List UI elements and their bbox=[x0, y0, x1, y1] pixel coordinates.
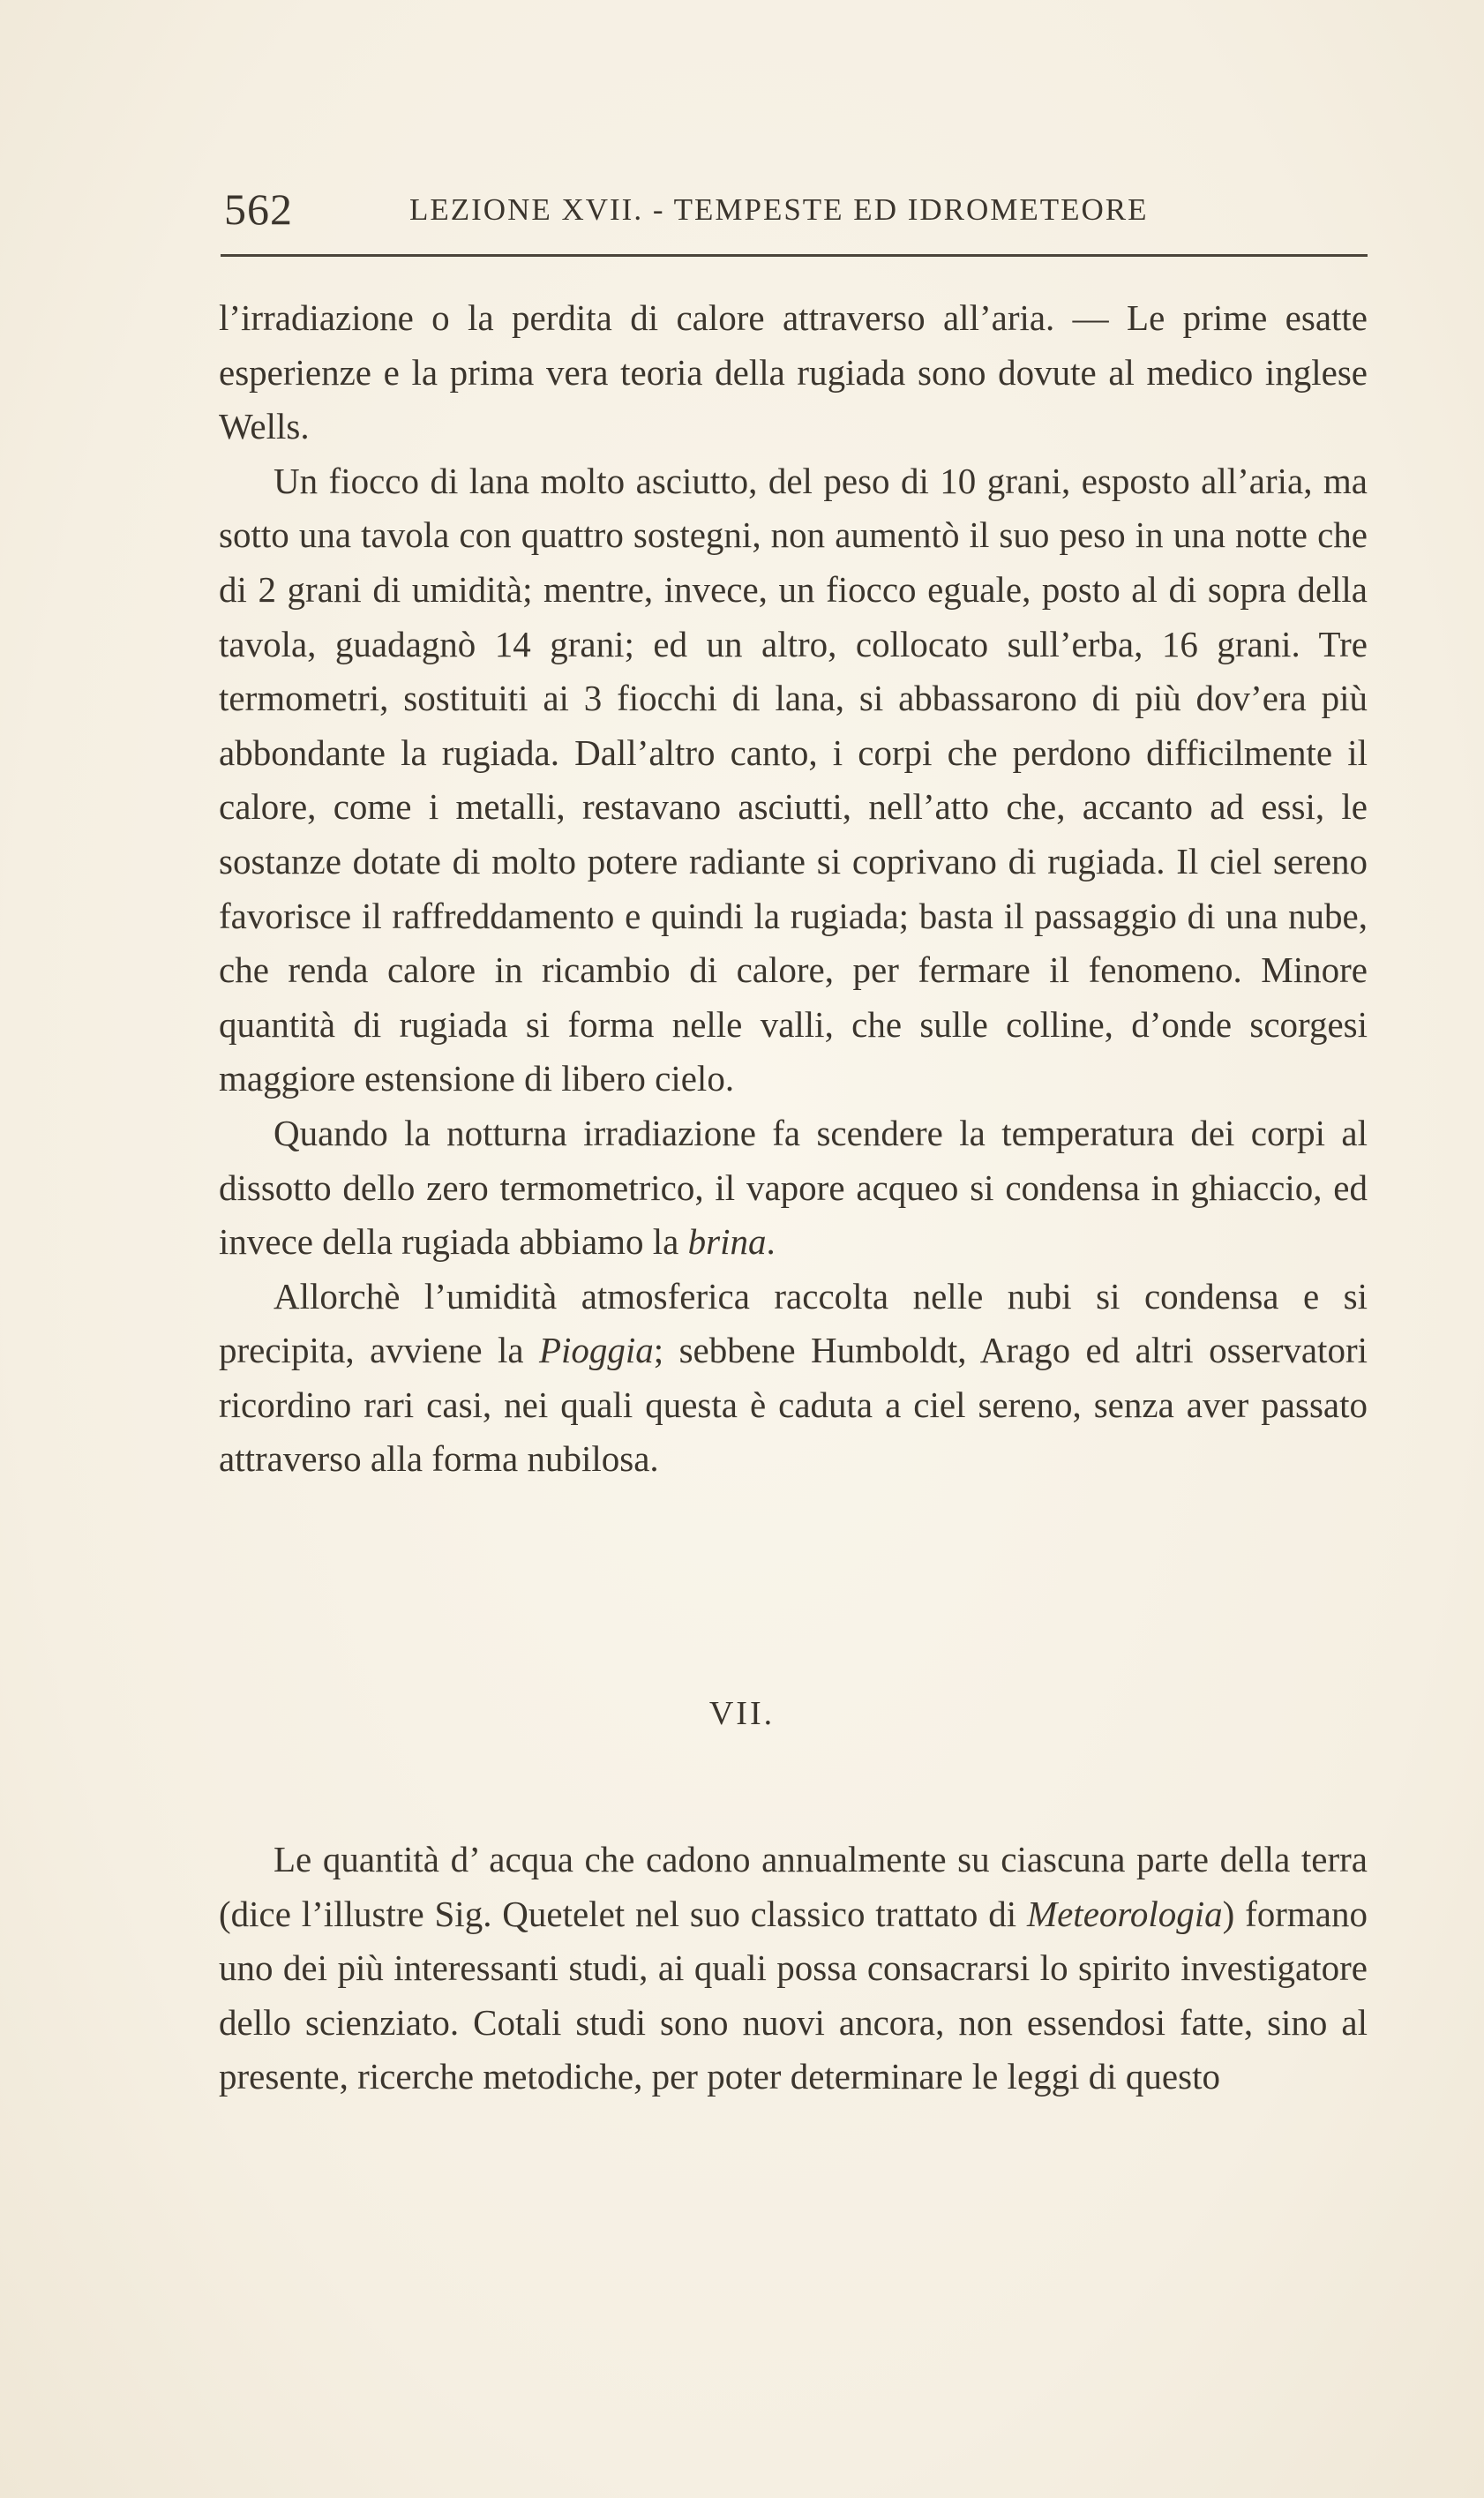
paragraph-2: Un fiocco di lana molto asciutto, del peso di 10 grani, esposto all’aria, ma sotto una tavola con quattro sostegni, non aumentò il suo peso in una notte che di 2 grani di umidità; mentre, invece, un fiocco eguale, posto al di sopra della tavola, guadagnò 14 grani; ed un altro, collocato sull’erba, 16 grani. Tre termometri, sostituiti ai 3 fiocchi di lana, si abbassarono di più dov’era più abbondante la rugiada. Dall’altro canto, i corpi che perdono difficilmente il calore, come i metalli, restavano asciutti, nell’atto che, accanto ad essi, le sostanze dotate di molto potere radiante si coprivano di rugiada. Il ciel sereno favorisce il raffreddamento e quindi la rugiada; basta il passaggio di una nube, che renda calore in ricambio di calore, per fermare il fenomeno. Minore quantità di rugiada si forma nelle valli, che sulle colline, d’onde scorgesi maggiore estensione di libero cielo. bbox=[219, 460, 1368, 1099]
page-number: 562 bbox=[224, 184, 293, 234]
paragraph-5-end: ) formano uno dei più interessanti studi, ai quali possa consacrarsi lo spirito investigatore dello scienziato. Cotali studi sono nuovi ancora, non essendosi fatte, sino al presente, ricerche metodiche, per poter determinare le leggi di questo bbox=[219, 1893, 1368, 2097]
paragraph-4 bbox=[219, 1270, 1368, 1487]
header-rule bbox=[221, 254, 1368, 257]
italic-term-brina: brina bbox=[687, 1221, 767, 1263]
section-text bbox=[219, 1833, 1368, 2104]
italic-term-pioggia: Pioggia bbox=[538, 1330, 654, 1371]
main-text bbox=[219, 291, 1368, 1487]
paragraph-5-text: Le quantità d’ acqua che cadono annualmente su ciascuna parte della terra (dice l’illustre Sig. Quetelet nel suo classico trattato di bbox=[219, 1839, 1368, 1934]
running-head bbox=[221, 184, 1368, 236]
paragraph-3 bbox=[219, 1106, 1368, 1270]
italic-term-meteorologia: Meteorologia bbox=[1026, 1893, 1223, 1934]
paragraph-5 bbox=[219, 1833, 1368, 2104]
paragraph-3-end: . bbox=[766, 1221, 776, 1263]
section-heading: VII. bbox=[708, 1695, 776, 1732]
paragraph-4-end: ; sebbene Humboldt, Arago ed altri osservatori ricordino rari casi, nei quali questa è caduta a ciel sereno, senza aver passato attraverso alla forma nubilosa. bbox=[219, 1330, 1368, 1480]
paragraph-4-text: Allorchè l’umidità atmosferica raccolta nelle nubi si condensa e si precipita, avviene la bbox=[219, 1275, 1368, 1371]
running-head-title: LEZIONE XVII. - TEMPESTE ED IDROMETEORE bbox=[409, 192, 1149, 227]
paragraph-1: l’irradiazione o la perdita di calore attraverso all’aria. — Le prime esatte esperienze e la prima vera teoria della rugiada sono dovute al medico inglese Wells. bbox=[219, 297, 1368, 447]
paragraph-3-text: Quando la notturna irradiazione fa scendere la temperatura dei corpi al dissotto dello zero termometrico, il vapore acqueo si condensa in ghiaccio, ed invece della rugiada abbiamo la bbox=[219, 1112, 1368, 1263]
